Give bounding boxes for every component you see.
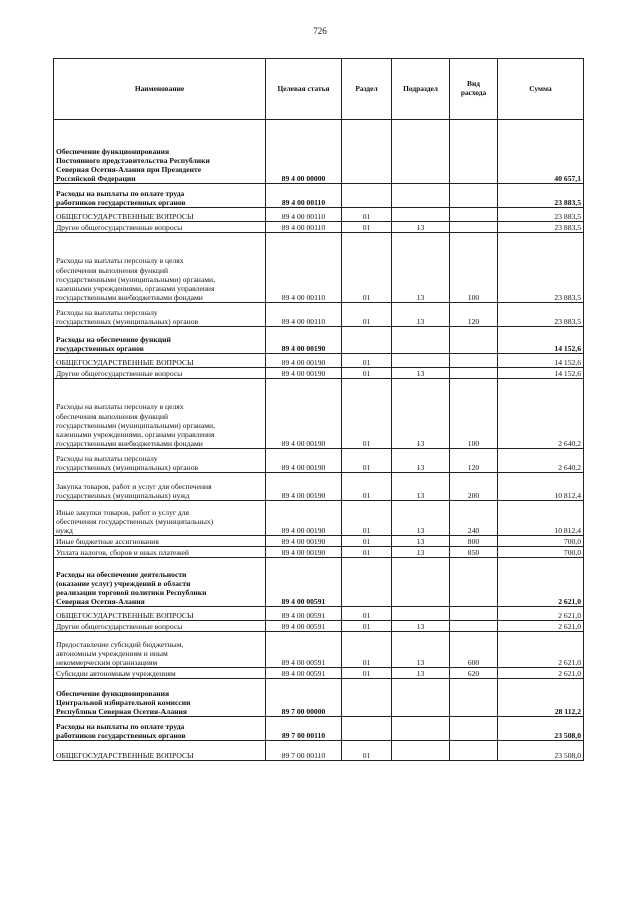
row-name-text: Расходы на выплаты персоналу в целях обеспечения выполнения функций государственными (муниципальными) органами, казенными учреждениями, органами управления государственными внебюджетными фондами [56,256,216,302]
row-code [266,120,342,184]
row-code [266,558,342,607]
row-amount [498,184,584,208]
row-name-text: Обеспечение функционирования Центральной избирательной комиссии Республики Северная Осетия-Алания [56,688,191,716]
row-expense-type [450,222,498,233]
row-subsection [392,558,450,607]
row-subsection-text: 13 [416,368,425,378]
row-section-text: 01 [362,368,371,378]
row-section [342,717,392,741]
row-amount-text: 14 152,6 [554,343,581,353]
row-expense-type-text: 100 [467,438,480,448]
row-subsection [392,449,450,473]
row-subsection [392,368,450,379]
row-section [342,536,392,547]
row-name [54,120,266,184]
row-section [342,222,392,233]
row-code [266,621,342,632]
row-amount [498,536,584,547]
row-name-text: Другие общегосударственные вопросы [56,621,183,631]
row-code-text: 89 4 00 00190 [281,490,326,500]
table-row [54,368,584,379]
row-amount [498,368,584,379]
row-code-text: 89 4 00 00190 [281,357,326,367]
row-expense-type [450,668,498,679]
table-row [54,379,584,449]
row-name [54,558,266,607]
row-amount-text: 23 508,0 [554,730,581,740]
row-section [342,120,392,184]
row-name-text: Иные бюджетные ассигнования [56,536,159,546]
row-code-text: 89 4 00 00190 [281,536,326,546]
row-section [342,679,392,717]
row-amount-text: 40 657,1 [554,173,581,183]
table-row [54,449,584,473]
row-code-text: 89 4 00 00110 [281,222,326,232]
row-name [54,607,266,621]
table-row [54,208,584,222]
row-subsection [392,547,450,558]
row-section [342,632,392,668]
row-code [266,233,342,303]
row-expense-type [450,449,498,473]
row-subsection [392,222,450,233]
table-row [54,607,584,621]
header-code: Целевая статья [266,59,342,120]
row-expense-type [450,120,498,184]
row-amount [498,717,584,741]
row-code-text: 89 4 00 00190 [281,462,326,472]
row-subsection [392,632,450,668]
row-code-text: 89 4 00 00591 [281,621,326,631]
row-subsection-text: 13 [416,222,425,232]
row-code [266,547,342,558]
table-row [54,741,584,761]
row-name [54,208,266,222]
row-subsection [392,741,450,761]
row-name-text: ОБЩЕГОСУДАРСТВЕННЫЕ ВОПРОСЫ [56,750,194,760]
row-code [266,327,342,354]
row-expense-type-text: 120 [467,462,480,472]
row-code [266,368,342,379]
row-code [266,668,342,679]
row-section [342,184,392,208]
row-expense-type [450,368,498,379]
row-section-text: 01 [362,547,371,557]
row-name-text: ОБЩЕГОСУДАРСТВЕННЫЕ ВОПРОСЫ [56,211,194,221]
row-amount-text: 14 152,6 [554,368,581,378]
row-code [266,208,342,222]
table-row [54,547,584,558]
row-name-text: Расходы на выплаты по оплате труда работников государственных органов [56,721,186,740]
row-subsection-text: 13 [416,657,425,667]
row-section-text: 01 [362,536,371,546]
header-section: Раздел [342,59,392,120]
row-amount [498,222,584,233]
row-name [54,717,266,741]
row-code-text: 89 4 00 00190 [281,438,326,448]
row-name-text: Расходы на выплаты персоналу в целях обеспечения выполнения функций государственными (муниципальными) органами, казенными учреждениями, органами управления государственными внебюджетными фондами [56,402,216,448]
row-section-text: 01 [362,750,371,760]
row-expense-type [450,607,498,621]
row-amount [498,379,584,449]
table-row [54,473,584,501]
table-row [54,222,584,233]
row-subsection-text: 13 [416,621,425,631]
row-expense-type [450,558,498,607]
table-row [54,558,584,607]
row-section [342,449,392,473]
page-number: 726 [313,26,327,36]
row-expense-type [450,208,498,222]
row-amount [498,327,584,354]
row-name [54,379,266,449]
row-section-text: 01 [362,668,371,678]
row-subsection-text: 13 [416,490,425,500]
row-name [54,536,266,547]
table-row [54,120,584,184]
row-amount-text: 10 812,4 [554,490,581,500]
row-code-text: 89 4 00 00110 [281,292,326,302]
row-name-text: Уплата налогов, сборов и иных платежей [56,547,189,557]
row-subsection [392,621,450,632]
row-expense-type [450,233,498,303]
row-amount-text: 23 883,5 [554,197,581,207]
table-row [54,621,584,632]
row-amount-text: 23 883,5 [554,292,581,302]
row-section-text: 01 [362,610,371,620]
row-name-text: Другие общегосударственные вопросы [56,222,183,232]
row-section-text: 01 [362,621,371,631]
row-subsection [392,679,450,717]
row-subsection-text: 13 [416,547,425,557]
row-subsection-text: 13 [416,668,425,678]
row-name-text: Расходы на выплаты по оплате труда работников государственных органов [56,188,186,207]
row-name-text: ОБЩЕГОСУДАРСТВЕННЫЕ ВОПРОСЫ [56,610,194,620]
row-section [342,303,392,327]
row-code-text: 89 7 00 00110 [281,730,326,740]
row-subsection [392,501,450,536]
row-name-text: Субсидии автономным учреждениям [56,668,176,678]
row-amount [498,668,584,679]
row-code-text: 89 4 00 00190 [281,525,326,535]
row-amount-text: 2 621,0 [558,610,581,620]
row-section-text: 01 [362,657,371,667]
budget-table [53,58,584,761]
row-code-text: 89 4 00 00110 [281,211,326,221]
row-section [342,668,392,679]
row-name-text: Другие общегосударственные вопросы [56,368,183,378]
row-section-text: 01 [362,357,371,367]
row-subsection [392,327,450,354]
row-section-text: 01 [362,462,371,472]
row-name [54,368,266,379]
row-amount-text: 2 640,2 [558,438,581,448]
row-subsection-text: 13 [416,462,425,472]
row-amount-text: 14 152,6 [554,357,581,367]
row-amount-text: 700,0 [563,547,581,557]
row-name [54,741,266,761]
table-row [54,303,584,327]
row-code [266,679,342,717]
row-name-text: ОБЩЕГОСУДАРСТВЕННЫЕ ВОПРОСЫ [56,357,194,367]
row-expense-type-text: 850 [467,547,480,557]
row-section [342,621,392,632]
row-section [342,607,392,621]
row-amount [498,473,584,501]
row-amount [498,632,584,668]
row-code [266,222,342,233]
row-code [266,379,342,449]
row-code [266,741,342,761]
row-subsection-text: 13 [416,316,425,326]
row-amount [498,679,584,717]
row-subsection [392,668,450,679]
row-code-text: 89 4 00 00591 [281,668,326,678]
row-section [342,233,392,303]
row-section [342,558,392,607]
row-amount-text: 2 621,0 [558,657,581,667]
row-name-text: Иные закупки товаров, работ и услуг для обеспечения государственных (муниципальных) нужд [56,507,214,535]
row-subsection [392,473,450,501]
row-subsection [392,120,450,184]
row-amount-text: 23 883,5 [554,316,581,326]
row-section [342,501,392,536]
row-subsection-text: 13 [416,438,425,448]
row-section [342,327,392,354]
table-row [54,233,584,303]
row-amount-text: 10 812,4 [554,525,581,535]
table-row [54,354,584,368]
row-subsection [392,208,450,222]
row-amount [498,547,584,558]
row-name [54,501,266,536]
row-subsection [392,379,450,449]
row-amount [498,449,584,473]
row-name [54,632,266,668]
row-section [342,354,392,368]
table-header-row [54,59,584,120]
row-section-text: 01 [362,211,371,221]
row-expense-type [450,741,498,761]
row-name-text: Расходы на обеспечение функций государственных органов [56,334,171,353]
row-name [54,473,266,501]
row-code [266,449,342,473]
row-expense-type [450,354,498,368]
row-expense-type [450,379,498,449]
row-name-text: Обеспечение функционирования Постоянного представительства Республики Северная Осетия-Алания при Президенте Российской Федерации [56,146,210,183]
row-amount [498,501,584,536]
row-amount [498,558,584,607]
row-expense-type [450,547,498,558]
row-expense-type-text: 100 [467,292,480,302]
row-name [54,233,266,303]
row-code [266,607,342,621]
row-section-text: 01 [362,438,371,448]
row-code-text: 89 4 00 00000 [281,173,326,183]
row-code-text: 89 4 00 00591 [281,657,326,667]
row-amount-text: 23 883,5 [554,211,581,221]
row-expense-type [450,536,498,547]
row-amount [498,208,584,222]
header-amount: Сумма [498,59,584,120]
row-subsection-text: 13 [416,525,425,535]
table-row [54,717,584,741]
row-subsection [392,184,450,208]
row-section-text: 01 [362,222,371,232]
row-subsection [392,303,450,327]
row-code [266,303,342,327]
row-amount [498,120,584,184]
table-row [54,327,584,354]
row-code-text: 89 4 00 00190 [281,547,326,557]
row-code [266,184,342,208]
table-row [54,184,584,208]
row-section [342,473,392,501]
row-code [266,717,342,741]
table-row [54,501,584,536]
row-subsection [392,233,450,303]
header-expense-type: Вид расхода [450,59,498,120]
row-expense-type-text: 240 [467,525,480,535]
row-section-text: 01 [362,316,371,326]
row-amount-text: 2 640,2 [558,462,581,472]
table-row [54,632,584,668]
row-name [54,679,266,717]
row-section-text: 01 [362,292,371,302]
row-code-text: 89 4 00 00591 [281,596,326,606]
row-name [54,547,266,558]
header-subsection: Подраздел [392,59,450,120]
row-subsection-text: 13 [416,536,425,546]
row-expense-type [450,501,498,536]
row-section-text: 01 [362,525,371,535]
row-expense-type [450,679,498,717]
row-code [266,473,342,501]
row-expense-type [450,632,498,668]
row-section [342,208,392,222]
row-expense-type-text: 200 [467,490,480,500]
row-amount-text: 23 883,5 [554,222,581,232]
row-name [54,354,266,368]
row-name [54,327,266,354]
row-name [54,449,266,473]
row-code-text: 89 7 00 00000 [281,706,326,716]
row-code-text: 89 4 00 00190 [281,343,326,353]
row-code-text: 89 4 00 00591 [281,610,326,620]
row-name-text: Расходы на выплаты персоналу государственных (муниципальных) органов [56,453,199,472]
table-row [54,679,584,717]
row-name [54,303,266,327]
row-name-text: Расходы на обеспечение деятельности (оказание услуг) учреждений в области реализации торговой политики Республики Северная Осетия-Алания [56,569,207,606]
row-section [342,741,392,761]
row-expense-type-text: 620 [467,668,480,678]
row-expense-type-text: 120 [467,316,480,326]
row-name [54,668,266,679]
row-subsection [392,607,450,621]
row-expense-type [450,303,498,327]
row-amount-text: 2 621,0 [558,596,581,606]
row-expense-type [450,717,498,741]
row-amount [498,303,584,327]
row-name [54,184,266,208]
row-code [266,501,342,536]
row-subsection [392,536,450,547]
row-name-text: Закупка товаров, работ и услуг для обеспечения государственных (муниципальных) нужд [56,481,212,500]
row-expense-type [450,621,498,632]
row-expense-type [450,473,498,501]
row-amount [498,354,584,368]
row-subsection-text: 13 [416,292,425,302]
row-section [342,368,392,379]
row-subsection [392,717,450,741]
row-amount-text: 2 621,0 [558,621,581,631]
row-amount-text: 700,0 [563,536,581,546]
row-name-text: Расходы на выплаты персоналу государственных (муниципальных) органов [56,307,199,326]
row-code-text: 89 7 00 00110 [281,750,326,760]
row-amount-text: 2 621,0 [558,668,581,678]
row-code-text: 89 4 00 00110 [281,316,326,326]
table-row [54,536,584,547]
row-amount [498,621,584,632]
row-code-text: 89 4 00 00190 [281,368,326,378]
row-section-text: 01 [362,490,371,500]
row-expense-type [450,327,498,354]
row-code [266,536,342,547]
row-amount-text: 28 112,2 [554,706,581,716]
row-name [54,621,266,632]
row-expense-type-text: 600 [467,657,480,667]
row-amount-text: 23 508,0 [554,750,581,760]
row-code-text: 89 4 00 00110 [281,197,326,207]
table-row [54,668,584,679]
row-amount [498,233,584,303]
row-name-text: Предоставление субсидий бюджетным, автономным учреждениям и иным некоммерческим организациям [56,639,184,667]
row-code [266,354,342,368]
header-name: Наименование [54,59,266,120]
row-amount [498,607,584,621]
row-section [342,547,392,558]
row-expense-type-text: 800 [467,536,480,546]
row-name [54,222,266,233]
row-code [266,632,342,668]
row-subsection [392,354,450,368]
row-section [342,379,392,449]
row-amount [498,741,584,761]
row-expense-type [450,184,498,208]
